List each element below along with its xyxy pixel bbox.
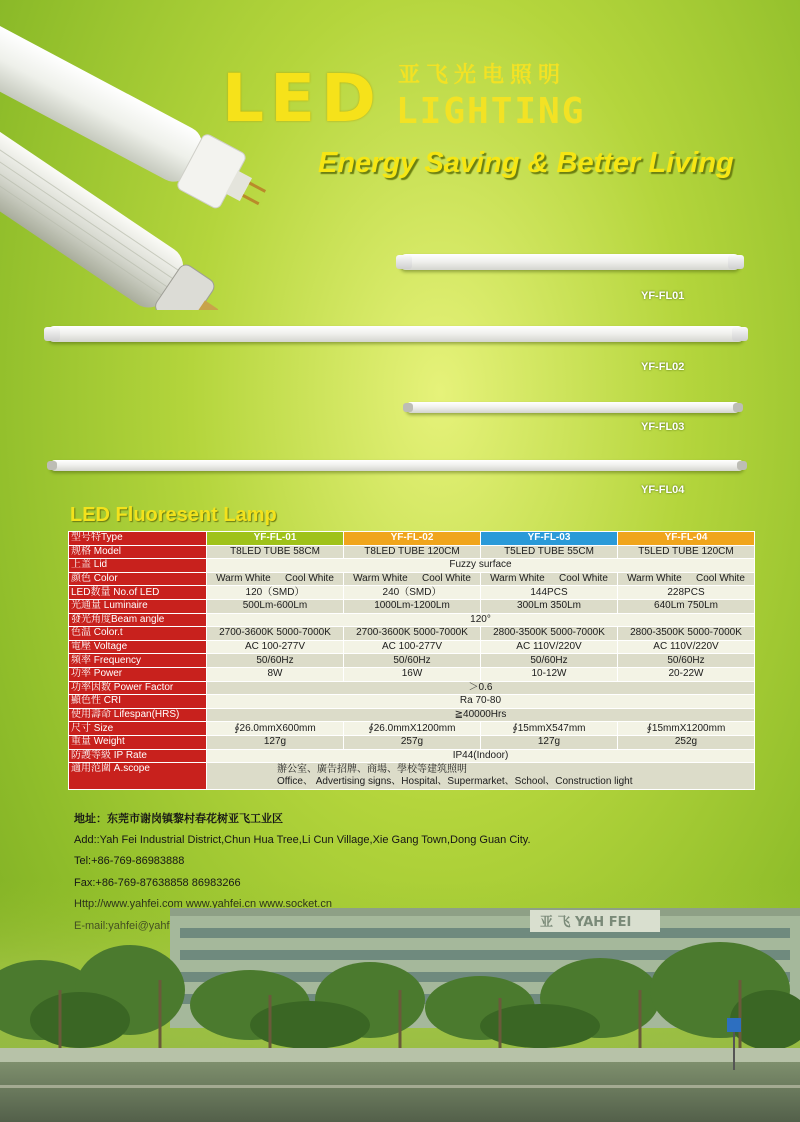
color-option: Cool White <box>284 573 334 585</box>
spec-cell-pair <box>618 572 755 586</box>
spec-cell: 2800-3500K 5000-7000K <box>618 627 755 641</box>
address-en: Add::Yah Fei Industrial District,Chun Hua Tree,Li Cun Village,Xie Gang Town,Dong Guan City. <box>74 833 531 846</box>
spec-cell-pair <box>344 572 481 586</box>
brand-chinese-title: 亚飞光电照明 <box>398 63 567 88</box>
spec-cell: 257g <box>344 735 481 749</box>
table-row <box>69 586 755 600</box>
table-row <box>69 763 755 790</box>
address-cn: 地址：东莞市谢岗镇黎村春花树亚飞工业区 <box>74 812 283 825</box>
color-option: Cool White <box>421 573 471 585</box>
row-label: 型号特Type <box>69 532 207 546</box>
spec-cell: T5LED TUBE 55CM <box>481 545 618 559</box>
row-label: 顯色性 CRI <box>69 695 207 709</box>
scope-en: Office、 Advertising signs、Hospital、Supermarket、School、Construction light <box>277 776 633 788</box>
table-row <box>69 735 755 749</box>
spec-cell-span: Fuzzy surface <box>207 559 755 573</box>
table-title: LED Fluoresent Lamp <box>70 504 277 526</box>
color-option: Cool White <box>558 573 608 585</box>
model-header: YF-FL-03 <box>481 532 618 546</box>
table-row <box>69 572 755 586</box>
spec-cell: 50/60Hz <box>481 654 618 668</box>
row-label: 重量 Weight <box>69 735 207 749</box>
table-row <box>69 681 755 695</box>
spec-cell: AC 100-277V <box>207 640 344 654</box>
spec-cell: T8LED TUBE 58CM <box>207 545 344 559</box>
spec-cell-span: ≧40000Hrs <box>207 708 755 722</box>
table-row <box>69 708 755 722</box>
spec-cell: 120（SMD） <box>207 586 344 600</box>
spec-cell: AC 110V/220V <box>481 640 618 654</box>
row-label: 上盖 Lid <box>69 559 207 573</box>
table-row <box>69 559 755 573</box>
table-row <box>69 749 755 763</box>
spec-cell-span: ＞0.6 <box>207 681 755 695</box>
product-closeup-image <box>0 0 320 310</box>
spec-cell: 50/60Hz <box>618 654 755 668</box>
model-header: YF-FL-04 <box>618 532 755 546</box>
spec-cell-span: Ra 70-80 <box>207 695 755 709</box>
spec-cell: T5LED TUBE 120CM <box>618 545 755 559</box>
color-option: Warm White <box>627 573 682 585</box>
row-label: 防護等級 IP Rate <box>69 749 207 763</box>
color-option: Cool White <box>695 573 745 585</box>
spec-cell: 127g <box>481 735 618 749</box>
model-label-fl01: YF-FL01 <box>641 290 685 302</box>
spec-cell-pair <box>207 572 344 586</box>
spec-cell: ∮15mmX547mm <box>481 722 618 736</box>
tube-fl02-image <box>48 326 744 342</box>
spec-cell: ∮15mmX1200mm <box>618 722 755 736</box>
model-header: YF-FL-02 <box>344 532 481 546</box>
spec-cell: 2700-3600K 5000-7000K <box>344 627 481 641</box>
spec-cell: 8W <box>207 667 344 681</box>
spec-cell: AC 110V/220V <box>618 640 755 654</box>
spec-cell: 2800-3500K 5000-7000K <box>481 627 618 641</box>
lighting-title: LIGHTING <box>396 91 586 132</box>
table-row <box>69 654 755 668</box>
table-row <box>69 599 755 613</box>
tube-fl01-image <box>400 254 740 270</box>
table-header-row <box>69 532 755 546</box>
table-row <box>69 627 755 641</box>
spec-cell: AC 100-277V <box>344 640 481 654</box>
spec-cell: 640Lm 750Lm <box>618 599 755 613</box>
spec-cell-span: IP44(Indoor) <box>207 749 755 763</box>
spec-cell: T8LED TUBE 120CM <box>344 545 481 559</box>
spec-cell: 2700-3600K 5000-7000K <box>207 627 344 641</box>
spec-cell: 16W <box>344 667 481 681</box>
color-option: Warm White <box>216 573 271 585</box>
spec-cell: 1000Lm-1200Lm <box>344 599 481 613</box>
scope-cn: 辦公室、廣告招牌、商場、學校等建筑照明 <box>277 764 467 776</box>
row-label: 功率因数 Power Factor <box>69 681 207 695</box>
row-label: 颜色 Color <box>69 572 207 586</box>
spec-cell: 20-22W <box>618 667 755 681</box>
spec-cell: 240（SMD） <box>344 586 481 600</box>
slogan: Energy Saving & Better Living <box>318 147 734 179</box>
spec-cell: 50/60Hz <box>207 654 344 668</box>
color-option: Warm White <box>353 573 408 585</box>
spec-cell: 144PCS <box>481 586 618 600</box>
row-label: 電壓 Voltage <box>69 640 207 654</box>
model-label-fl03: YF-FL03 <box>641 421 685 433</box>
row-label: 適用范圍 A.scope <box>69 763 207 790</box>
spec-cell-pair <box>481 572 618 586</box>
led-logo-text: LED <box>222 60 382 137</box>
tube-fl03-image <box>406 402 740 413</box>
table-row <box>69 667 755 681</box>
color-option: Warm White <box>490 573 545 585</box>
model-header: YF-FL-01 <box>207 532 344 546</box>
spec-cell: 500Lm-600Lm <box>207 599 344 613</box>
row-label: 频率 Frequency <box>69 654 207 668</box>
spec-cell: 50/60Hz <box>344 654 481 668</box>
spec-cell: 252g <box>618 735 755 749</box>
row-label: 规格 Model <box>69 545 207 559</box>
model-label-fl04: YF-FL04 <box>641 484 685 496</box>
row-label: 功率 Power <box>69 667 207 681</box>
row-label: 發光角度Beam angle <box>69 613 207 627</box>
spec-cell: ∮26.0mmX1200mm <box>344 722 481 736</box>
table-row <box>69 722 755 736</box>
row-label: 使用壽命 Lifespan(HRS) <box>69 708 207 722</box>
spec-table <box>68 531 755 790</box>
table-row <box>69 545 755 559</box>
spec-cell: 228PCS <box>618 586 755 600</box>
model-label-fl02: YF-FL02 <box>641 361 685 373</box>
row-label: 尺寸 Size <box>69 722 207 736</box>
scope-cell <box>207 763 755 790</box>
table-row <box>69 613 755 627</box>
row-label: 色温 Color.t <box>69 627 207 641</box>
table-row <box>69 695 755 709</box>
spec-cell: 127g <box>207 735 344 749</box>
spec-cell: ∮26.0mmX600mm <box>207 722 344 736</box>
spec-cell-span: 120° <box>207 613 755 627</box>
row-label: LED数量 No.of LED <box>69 586 207 600</box>
table-row <box>69 640 755 654</box>
spec-cell: 300Lm 350Lm <box>481 599 618 613</box>
spec-cell: 10-12W <box>481 667 618 681</box>
building-sign: 亚 飞 YAH FEI <box>540 915 632 930</box>
tube-fl04-image <box>50 460 744 471</box>
row-label: 光通量 Luminaire <box>69 599 207 613</box>
factory-photo <box>0 880 800 1122</box>
telephone: Tel:+86-769-86983888 <box>74 855 185 867</box>
